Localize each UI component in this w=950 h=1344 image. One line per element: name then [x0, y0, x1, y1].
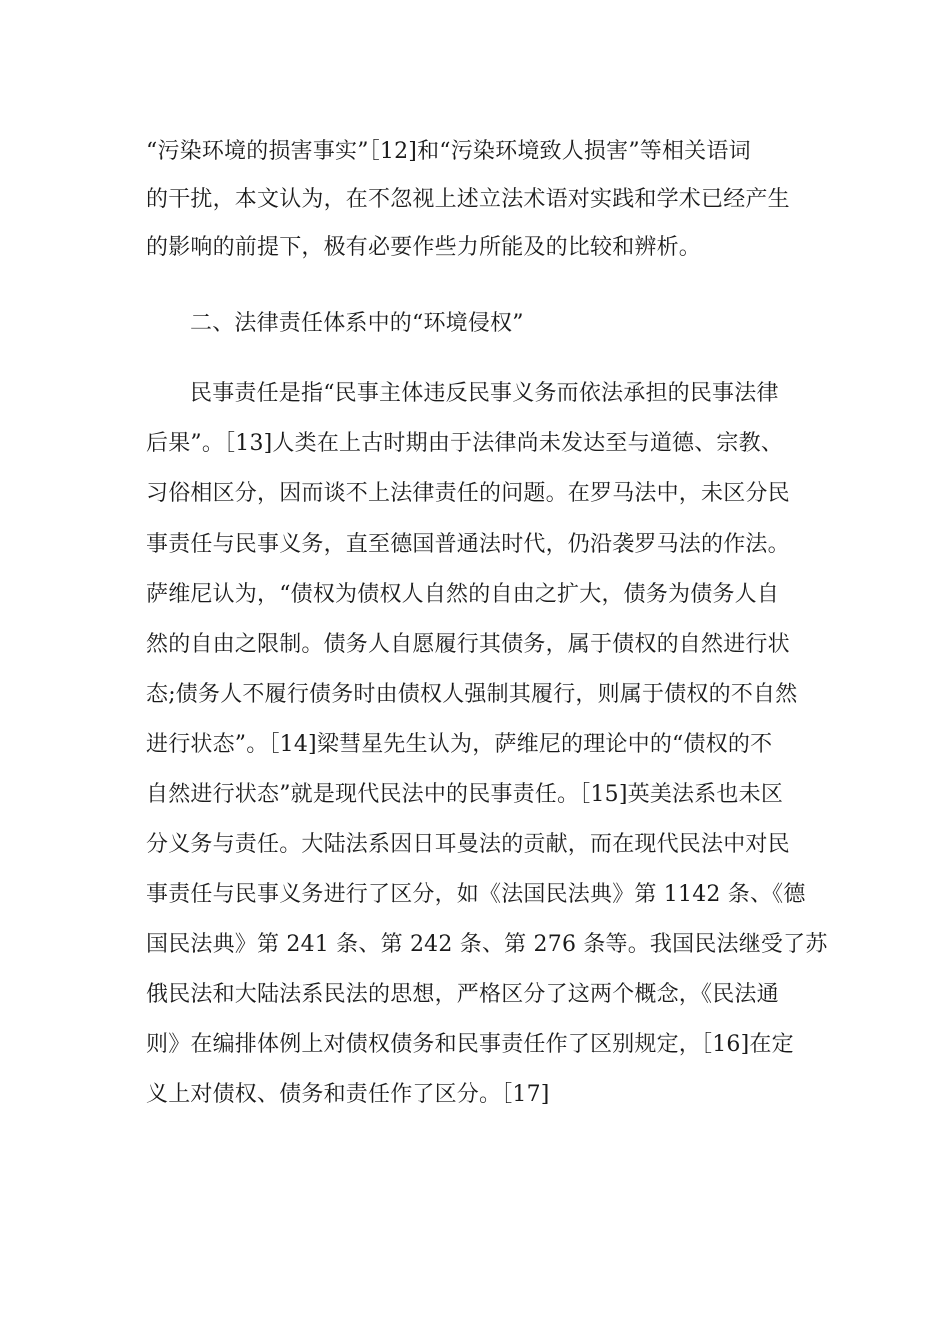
paragraph-2-line-13: 俄民法和大陆法系民法的思想，严格区分了这两个概念，《民法通	[146, 982, 779, 1007]
paragraph-2-line-5: 萨维尼认为，“债权为债权人自然的自由之扩大，债务为债务人自	[146, 582, 780, 607]
paragraph-2-line-8: 进行状态”。［14]梁彗星先生认为，萨维尼的理论中的“债权的不	[146, 732, 773, 757]
paragraph-1-line-2: 的干扰，本文认为，在不忽视上述立法术语对实践和学术已经产生	[146, 187, 790, 212]
paragraph-2-line-1: 民事责任是指“民事主体违反民事义务而依法承担的民事法律	[190, 381, 779, 406]
paragraph-2-line-7: 态;债务人不履行债务时由债权人强制其履行，则属于债权的不自然	[146, 682, 798, 707]
section-heading: 二、法律责任体系中的“环境侵权”	[190, 311, 524, 336]
paragraph-2-line-14: 则》在编排体例上对债权债务和民事责任作了区别规定，［16]在定	[146, 1032, 794, 1057]
paragraph-1-line-3: 的影响的前提下，极有必要作些力所能及的比较和辨析。	[146, 235, 702, 260]
paragraph-2-line-9: 自然进行状态”就是现代民法中的民事责任。［15]英美法系也未区	[146, 782, 784, 807]
paragraph-2-line-10: 分义务与责任。大陆法系因日耳曼法的贡献，而在现代民法中对民	[146, 832, 790, 857]
paragraph-2-line-3: 习俗相区分，因而谈不上法律责任的问题。在罗马法中，未区分民	[146, 481, 790, 506]
paragraph-2-line-12: 国民法典》第 241 条、第 242 条、第 276 条等。我国民法继受了苏	[146, 932, 828, 957]
paragraph-2-line-11: 事责任与民事义务进行了区分，如《法国民法典》第 1142 条、《德	[146, 882, 806, 907]
paragraph-2-line-4: 事责任与民事义务，直至德国普通法时代，仍沿袭罗马法的作法。	[146, 532, 790, 557]
paragraph-2-line-6: 然的自由之限制。债务人自愿履行其债务，属于债权的自然进行状	[146, 632, 790, 657]
paragraph-1-line-1: “污染环境的损害事实”［12]和“污染环境致人损害”等相关语词	[146, 139, 751, 164]
paragraph-2-line-2: 后果”。［13]人类在上古时期由于法律尚未发达至与道德、宗教、	[146, 431, 784, 456]
paragraph-2-line-15: 义上对债权、债务和责任作了区分。［17]	[146, 1082, 550, 1107]
